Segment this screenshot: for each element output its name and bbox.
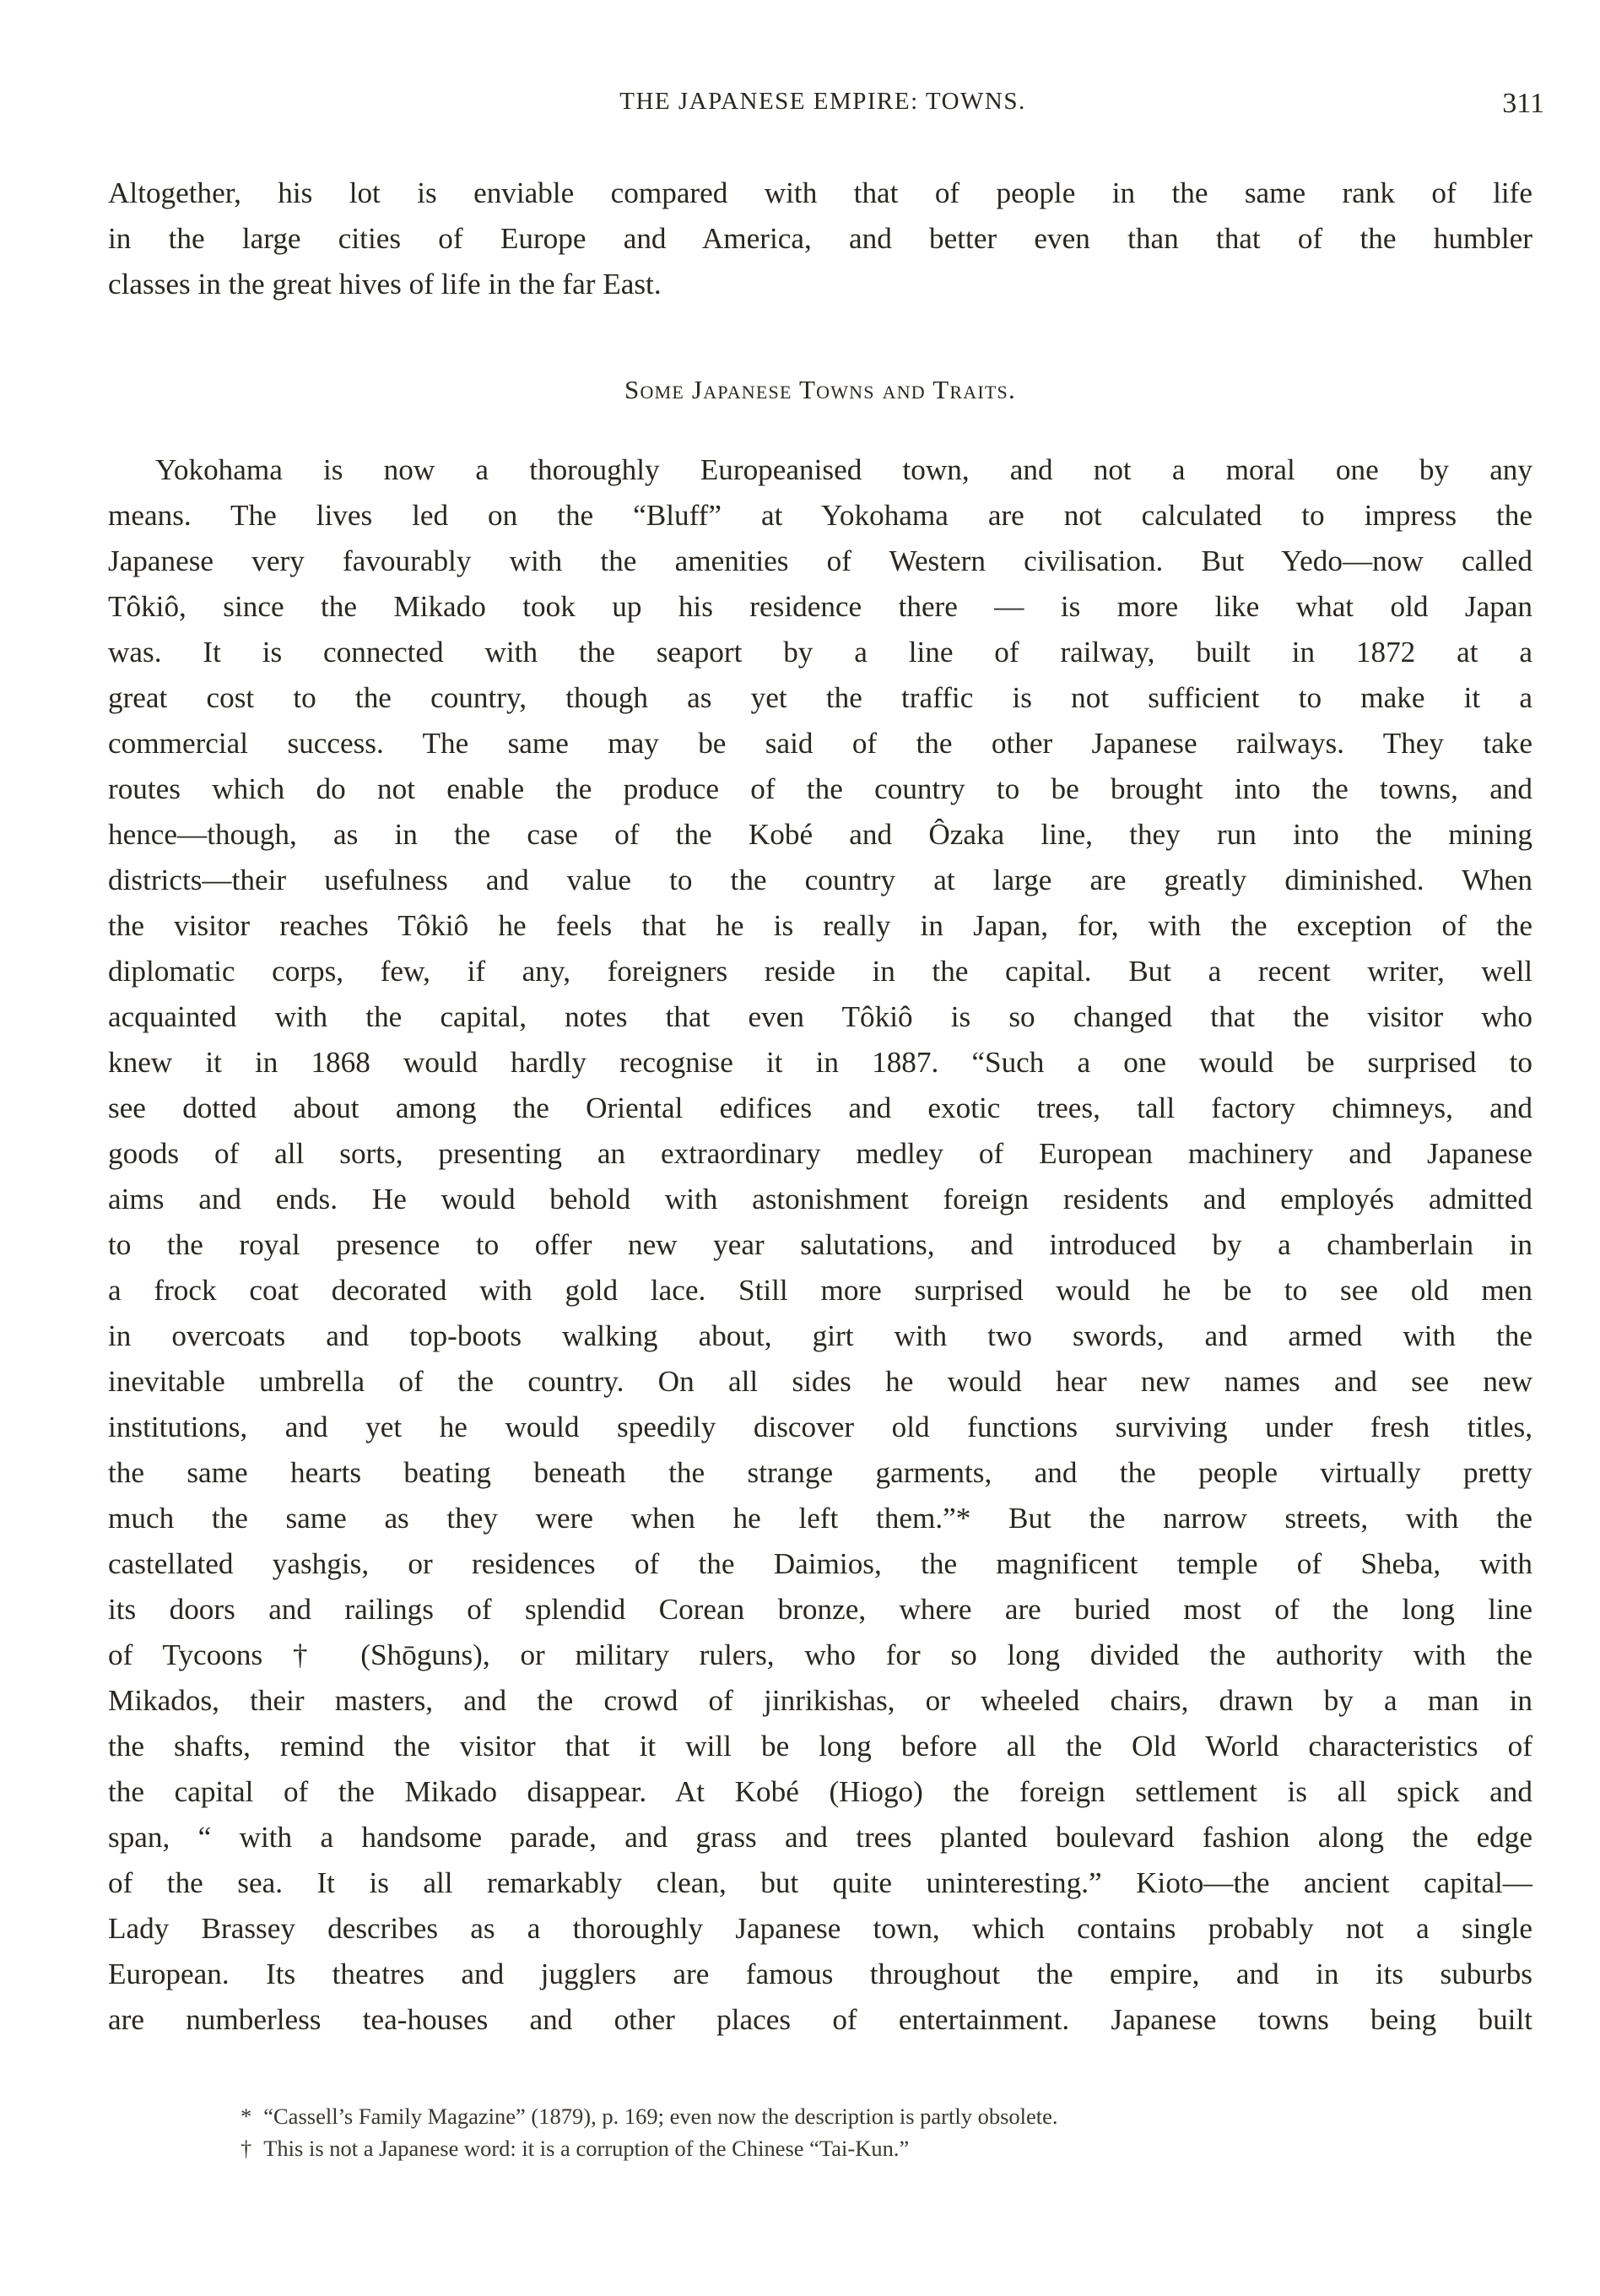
- page-number: 311: [1502, 88, 1544, 119]
- paragraph-line: the capital of the Mikado disappear. At Kobé (Hiogo) the foreign settlement is all spick and: [108, 1775, 1532, 1808]
- paragraph-line: of Tycoons † (Shōguns), or military rulers, who for so long divided the authority with the: [108, 1638, 1532, 1671]
- paragraph-line: of the sea. It is all remarkably clean, but quite uninteresting.” Kioto—the ancient capital—: [108, 1866, 1532, 1899]
- footnote-marker: *: [241, 2104, 252, 2129]
- paragraph-line: are numberless tea-houses and other places of entertainment. Japanese towns being built: [108, 2003, 1532, 2036]
- paragraph-line: in the large cities of Europe and America, and better even than that of the humbler: [108, 222, 1532, 255]
- paragraph-line: European. Its theatres and jugglers are famous throughout the empire, and in its suburbs: [108, 1958, 1532, 1990]
- paragraph-line: was. It is connected with the seaport by a line of railway, built in 1872 at a: [108, 636, 1532, 669]
- paragraph-line: diplomatic corps, few, if any, foreigners reside in the capital. But a recent writer, well: [108, 955, 1532, 988]
- paragraph-line: commercial success. The same may be said of the other Japanese railways. They take: [108, 727, 1532, 760]
- paragraph-line: Japanese very favourably with the amenities of Western civilisation. But Yedo—now called: [108, 544, 1532, 577]
- footnote-text: This is not a Japanese word: it is a corruption of the Chinese “Tai-Kun.”: [263, 2136, 910, 2161]
- paragraph-line: inevitable umbrella of the country. On all sides he would hear new names and see new: [108, 1365, 1532, 1398]
- running-head: [101, 88, 1544, 122]
- main-paragraph: [108, 447, 1532, 2043]
- running-head-title: THE JAPANESE EMPIRE: TOWNS.: [619, 88, 1026, 115]
- paragraph-line: see dotted about among the Oriental edifices and exotic trees, tall factory chimneys, and: [108, 1091, 1532, 1124]
- paragraph-line: knew it in 1868 would hardly recognise it in 1887. “Such a one would be surprised to: [108, 1046, 1532, 1079]
- paragraph-line: routes which do not enable the produce of the country to be brought into the towns, and: [108, 772, 1532, 805]
- footnotes: [241, 2100, 1439, 2164]
- paragraph-line: classes in the great hives of life in the far East.: [108, 268, 662, 301]
- paragraph-line: the shafts, remind the visitor that it will be long before all the Old World characteristics of: [108, 1730, 1532, 1763]
- paragraph-line: Yokohama is now a thoroughly Europeanised town, and not a moral one by any: [155, 453, 1532, 486]
- footnote-marker: †: [241, 2136, 252, 2161]
- paragraph-line: to the royal presence to offer new year salutations, and introduced by a chamberlain in: [108, 1228, 1532, 1261]
- paragraph-line: the same hearts beating beneath the strange garments, and the people virtually pretty: [108, 1456, 1532, 1489]
- paragraph-line: Altogether, his lot is enviable compared with that of people in the same rank of life: [108, 176, 1532, 209]
- paragraph-line: Tôkiô, since the Mikado took up his residence there — is more like what old Japan: [108, 590, 1532, 623]
- paragraph-line: acquainted with the capital, notes that even Tôkiô is so changed that the visitor who: [108, 1000, 1532, 1033]
- section-heading: Some Japanese Towns and Traits.: [624, 375, 1016, 404]
- paragraph-line: Mikados, their masters, and the crowd of jinrikishas, or wheeled chairs, drawn by a man in: [108, 1684, 1532, 1717]
- paragraph-line: span, “ with a handsome parade, and grass and trees planted boulevard fashion along the edge: [108, 1821, 1532, 1854]
- footnote: [241, 2100, 1439, 2132]
- paragraph-line: castellated yashgis, or residences of the Daimios, the magnificent temple of Sheba, with: [108, 1547, 1532, 1580]
- paragraph-line: districts—their usefulness and value to the country at large are greatly diminished. When: [108, 864, 1532, 896]
- paragraph-line: Lady Brassey describes as a thoroughly Japanese town, which contains probably not a single: [108, 1912, 1532, 1945]
- footnote: [241, 2132, 1439, 2164]
- paragraph-line: institutions, and yet he would speedily discover old functions surviving under fresh titles,: [108, 1411, 1532, 1443]
- footnote-text: “Cassell’s Family Magazine” (1879), p. 169; even now the description is partly obsolete.: [263, 2104, 1058, 2129]
- paragraph-line: in overcoats and top-boots walking about, girt with two swords, and armed with the: [108, 1319, 1532, 1352]
- paragraph-line: its doors and railings of splendid Corean bronze, where are buried most of the long line: [108, 1593, 1532, 1626]
- paragraph-line: the visitor reaches Tôkiô he feels that he is really in Japan, for, with the exception of the: [108, 909, 1532, 942]
- paragraph-line: means. The lives led on the “Bluff” at Yokohama are not calculated to impress the: [108, 499, 1532, 532]
- paragraph-line: great cost to the country, though as yet the traffic is not sufficient to make it a: [108, 681, 1532, 714]
- paragraph-line: much the same as they were when he left them.”* But the narrow streets, with the: [108, 1502, 1532, 1535]
- paragraph-line: goods of all sorts, presenting an extraordinary medley of European machinery and Japanese: [108, 1137, 1532, 1170]
- paragraph-line: aims and ends. He would behold with astonishment foreign residents and employés admitted: [108, 1183, 1532, 1216]
- paragraph-line: a frock coat decorated with gold lace. Still more surprised would he be to see old men: [108, 1274, 1532, 1307]
- paragraph-line: hence—though, as in the case of the Kobé and Ôzaka line, they run into the mining: [108, 818, 1532, 851]
- intro-paragraph: [108, 171, 1532, 307]
